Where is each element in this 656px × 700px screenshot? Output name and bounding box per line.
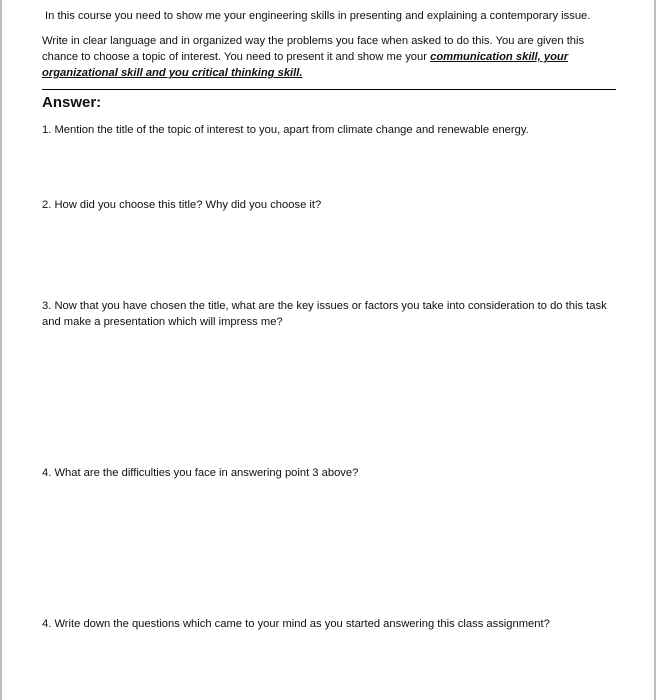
instructions-plain-text: Write in clear language and in organized way the problems you face when asked to do this. You are given this chance to choose a topic of interest. You need to present it and show me your	[42, 35, 585, 63]
question-5: 4. Write down the questions which came to your mind as you started answering this class assignment?	[42, 618, 550, 630]
question-1: 1. Mention the title of the topic of interest to you, apart from climate change and renewable energy.	[42, 124, 529, 136]
instructions-emphasis-text: communication skill, your organizational skill and you critical thinking skill.	[42, 51, 569, 79]
section-divider	[42, 89, 616, 90]
question-4: 4. What are the difficulties you face in answering point 3 above?	[42, 467, 359, 479]
intro-text: In this course you need to show me your engineering skills in presenting and explaining a contemporary issue.	[45, 10, 591, 22]
question-2: 2. How did you choose this title? Why did you choose it?	[42, 199, 322, 211]
page-left-border	[0, 0, 2, 700]
assignment-page	[42, 0, 616, 700]
answer-heading: Answer:	[42, 94, 102, 111]
question-3: 3. Now that you have chosen the title, what are the key issues or factors you take into consideration to do this task and make a presentation which will impress me?	[42, 300, 607, 328]
instructions-paragraph	[42, 33, 612, 81]
